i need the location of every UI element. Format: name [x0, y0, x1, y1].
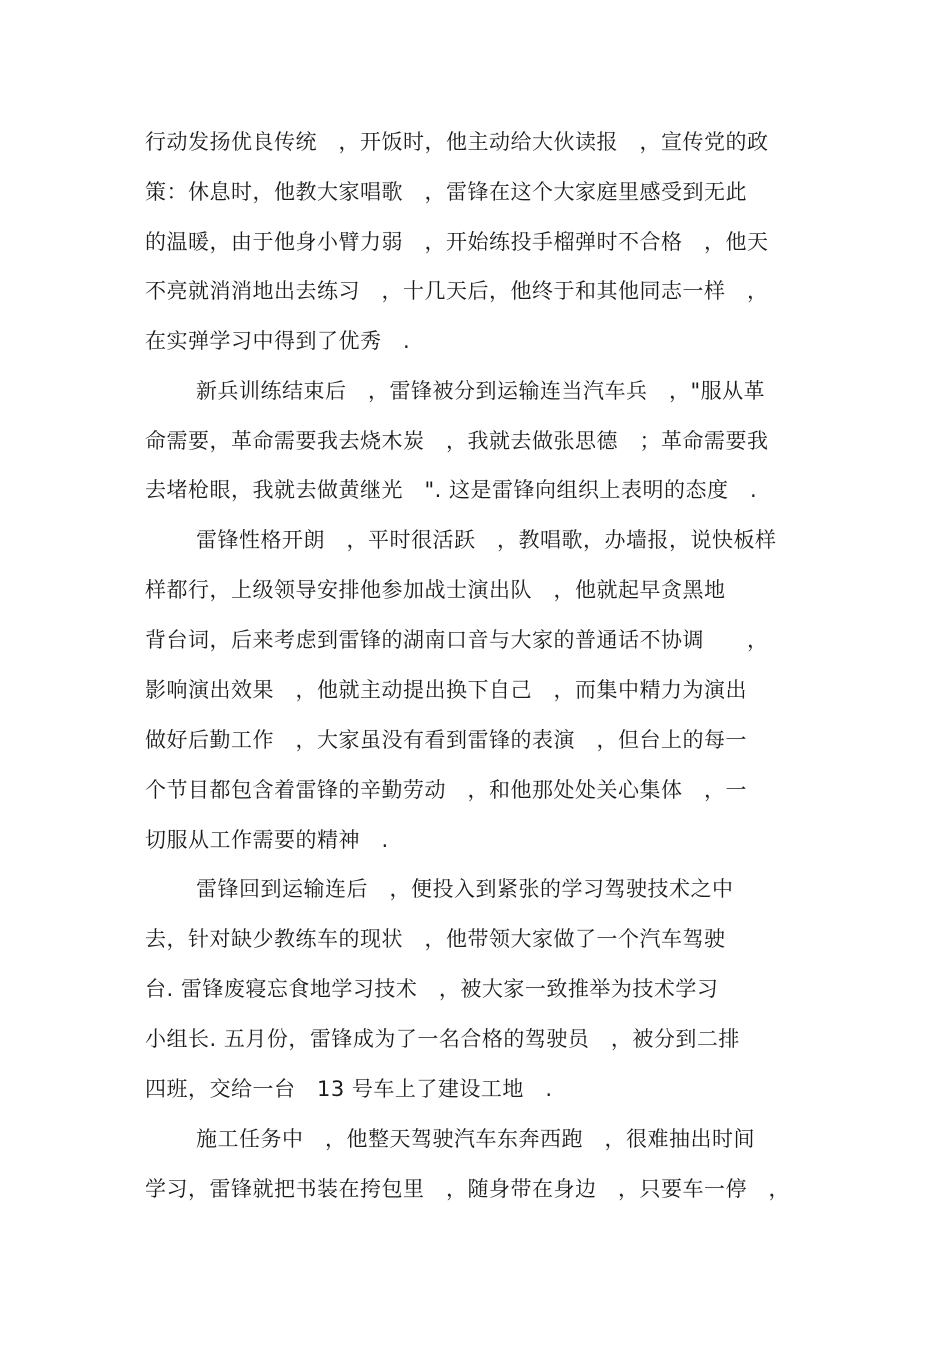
text-line: 切服从工作需要的精神 . — [145, 828, 389, 852]
text-line: 样都行，上级领导安排他参加战士演出队 ，他就起早贪黑地 — [145, 578, 726, 602]
text-line: 小组长. 五月份，雷锋成为了一名合格的驾驶员 ，被分到二排 — [145, 1027, 740, 1051]
text-line: 行动发扬优良传统 ，开饭时，他主动给大伙读报 ，宣传党的政 — [145, 130, 769, 154]
text-line: 不亮就消消地出去练习 ，十几天后，他终于和其他同志一样 ， — [145, 279, 769, 303]
paragraph-first-line: 施工任务中 ，他整天驾驶汽车东奔西跑 ，很难抽出时间 — [196, 1127, 755, 1151]
text-line: 台. 雷锋废寝忘食地学习技术 ，被大家一致推举为技术学习 — [145, 977, 719, 1001]
text-line: 策：休息时，他教大家唱歌 ，雷锋在这个大家庭里感受到无此 — [145, 180, 747, 204]
text-line: 背台词，后来考虑到雷锋的湖南口音与大家的普通话不协调 ， — [145, 628, 769, 652]
text-line: 命需要，革命需要我去烧木炭 ，我就去做张思德 ；革命需要我 — [145, 429, 769, 453]
text-line: 做好后勤工作 ，大家虽没有看到雷锋的表演 ，但台上的每一 — [145, 728, 747, 752]
text-line: 在实弹学习中得到了优秀 . — [145, 329, 411, 353]
text-line: 学习，雷锋就把书装在挎包里 ，随身带在身边 ，只要车一停 ， — [145, 1177, 790, 1201]
text-line: 四班，交给一台 13 号车上了建设工地 . — [145, 1077, 553, 1101]
text-line: 个节目都包含着雷锋的辛勤劳动 ，和他那处处关心集体 ，一 — [145, 778, 747, 802]
text-line: 去堵枪眼，我就去做黄继光 ". 这是雷锋向组织上表明的态度 . — [145, 478, 758, 502]
paragraph-first-line: 雷锋性格开朗 ，平时很活跃 ，教唱歌，办墙报，说快板样 — [196, 528, 777, 552]
text-line: 的温暖，由于他身小臂力弱 ，开始练投手榴弹时不合格 ，他天 — [145, 230, 769, 254]
text-line: 去，针对缺少教练车的现状 ，他带领大家做了一个汽车驾驶 — [145, 927, 726, 951]
paragraph-first-line: 雷锋回到运输连后 ，便投入到紧张的学习驾驶技术之中 — [196, 877, 734, 901]
paragraph-first-line: 新兵训练结束后 ，雷锋被分到运输连当汽车兵 ，"服从革 — [196, 379, 766, 403]
text-line: 影响演出效果 ，他就主动提出换下自己 ，而集中精力为演出 — [145, 678, 747, 702]
